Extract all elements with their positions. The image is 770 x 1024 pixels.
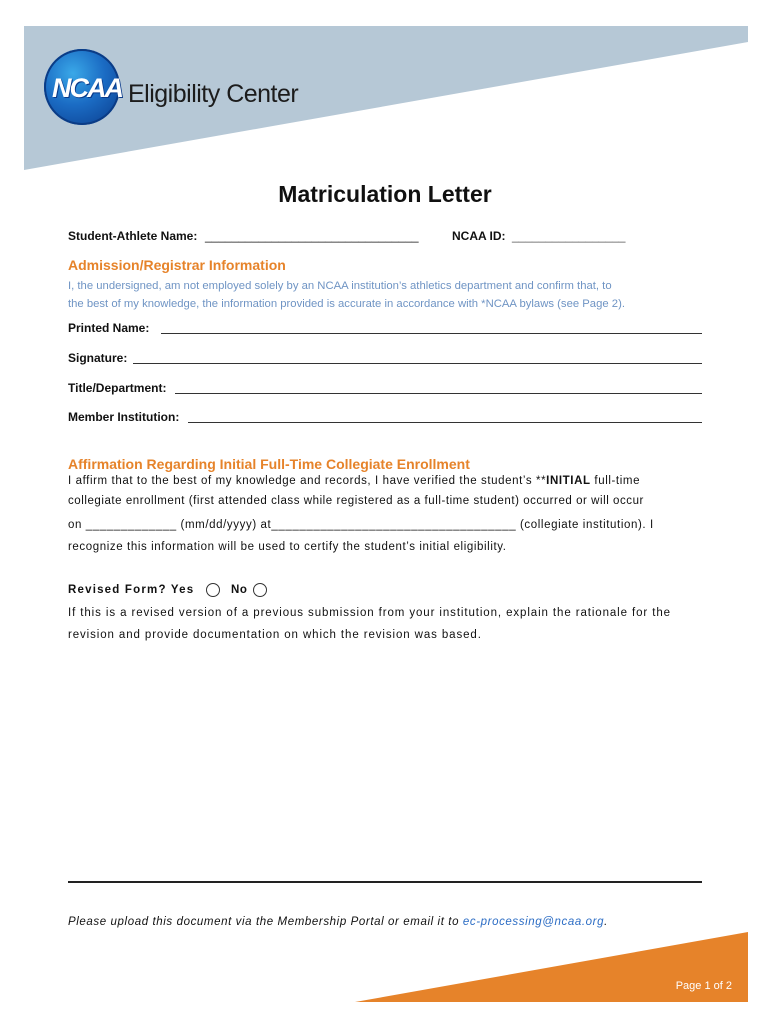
affirmation-line1: I affirm that to the best of my knowledge and records, I have verified the student’s **INITIAL full-time [68,475,641,487]
affirmation-heading: Affirmation Regarding Initial Full-Time Collegiate Enrollment [68,456,470,472]
member-institution-label: Member Institution: [68,410,180,424]
student-name-field[interactable]: ________________________________ [205,229,419,243]
revised-yes-radio[interactable] [206,583,220,597]
affirmation-line3: on _____________ (mm/dd/yyyy) at___________________________________ (collegiate institution). I [68,519,654,531]
ncaa-id-field[interactable]: _________________ [512,229,626,243]
logo-mark: NCAA [52,73,122,103]
email-link[interactable]: ec-processing@ncaa.org [462,916,605,928]
student-name-label: Student-Athlete Name: [68,229,198,243]
affirmation-line2: collegiate enrollment (first attended class while registered as a full-time student) occurred or will occur [68,495,644,507]
admission-heading: Admission/Registrar Information [68,257,286,273]
logo-text: Eligibility Center [128,80,299,108]
revised-explain-line1: If this is a revised version of a previous submission from your institution, explain the rationale for the [68,607,671,619]
printed-name-field[interactable] [161,333,702,334]
admission-intro-line2: the best of my knowledge, the information provided is accurate in accordance with *NCAA bylaws (see Page 2). [68,298,625,310]
enrollment-date-field[interactable]: _____________ [85,519,177,531]
signature-label: Signature: [68,351,128,365]
revised-explain-line2: revision and provide documentation on which the revision was based. [68,629,482,641]
revised-no-label: No [231,584,248,596]
page-number: Page 1 of 2 [675,980,732,992]
affirmation-line4: recognize this information will be used to certify the student’s initial eligibility. [68,541,507,553]
revised-form-label: Revised Form? Yes [68,584,195,596]
footer-band [0,920,770,1024]
ncaa-id-label: NCAA ID: [452,229,506,243]
title-department-label: Title/Department: [68,381,167,395]
page-title: Matriculation Letter [278,181,492,207]
title-department-field[interactable] [175,393,702,394]
member-institution-field[interactable] [188,422,702,423]
collegiate-institution-field[interactable]: ___________________________________ [271,519,517,531]
admission-intro-line1: I, the undersigned, am not employed solely by an NCAA institution’s athletics department and confirm that, to [68,280,612,292]
signature-field[interactable] [133,363,702,364]
signature-divider [68,881,702,883]
printed-name-label: Printed Name: [68,321,150,335]
revised-no-radio[interactable] [253,583,267,597]
upload-instructions: Please upload this document via the Membership Portal or email it to ec-processing@ncaa.org. [68,916,608,928]
